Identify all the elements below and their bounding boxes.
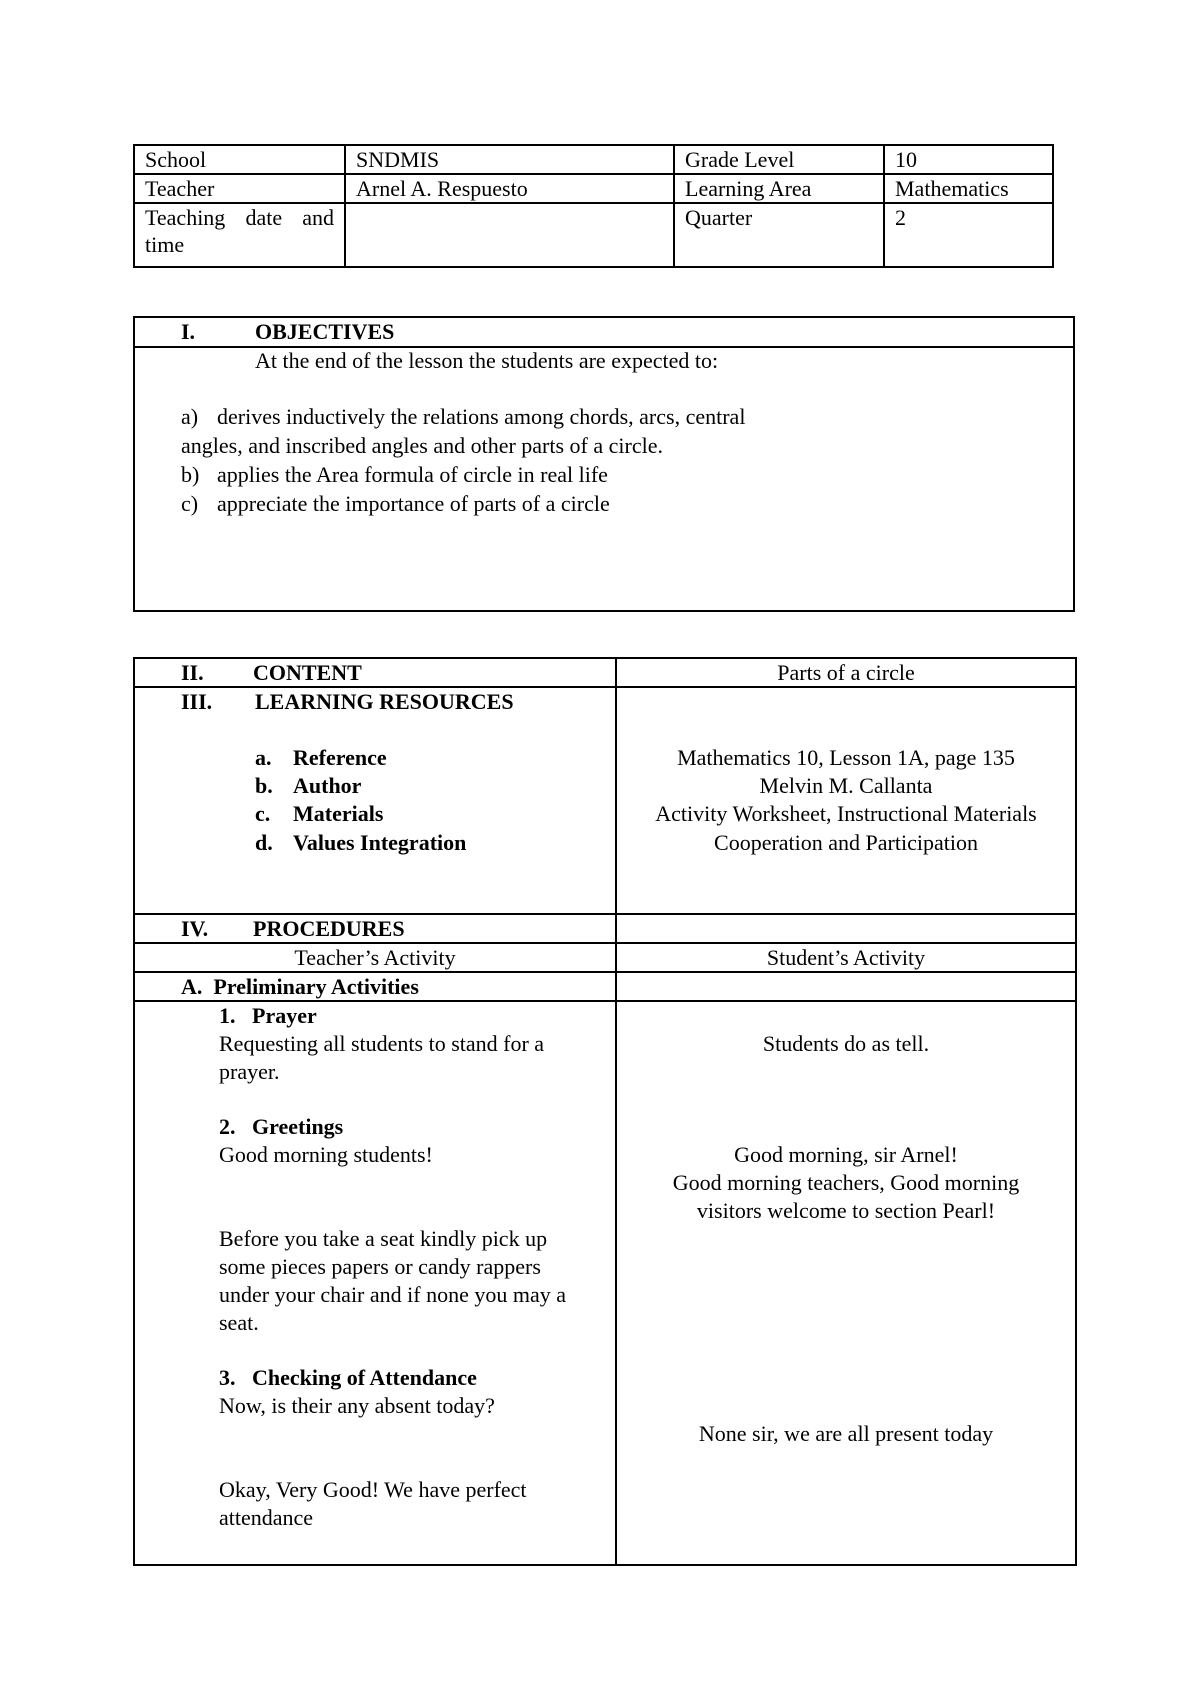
objective-b-marker: b) (181, 462, 200, 487)
quarter-label: Quarter (674, 203, 884, 267)
preliminary-activities-heading (134, 972, 616, 1001)
teacher-activity-cell (134, 1001, 616, 1565)
resource-reference-value: Mathematics 10, Lesson 1A, page 135 (677, 745, 1015, 770)
objective-c-text: appreciate the importance of parts of a circle (217, 491, 610, 516)
procedures-title: PROCEDURES (253, 916, 405, 941)
greetings-title: 2. Greetings (219, 1114, 344, 1139)
objective-b-text: applies the Area formula of circle in real life (217, 462, 608, 487)
objectives-section (133, 316, 1075, 612)
attendance-question: Now, is their any absent today? (219, 1393, 495, 1418)
greetings-student-line3: visitors welcome to section Pearl! (696, 1198, 996, 1223)
attendance-response-line1: Okay, Very Good! We have perfect (219, 1477, 527, 1502)
procedures-heading (134, 914, 616, 943)
preliminary-activities-title: A. Preliminary Activities (181, 974, 419, 999)
resource-author-value: Melvin M. Callanta (759, 773, 933, 798)
resources-values (616, 687, 1076, 914)
resource-author-label: Author (293, 773, 362, 798)
preliminary-activities-blank (616, 972, 1076, 1001)
school-label: School (134, 145, 345, 174)
prayer-title: 1. Prayer (219, 1003, 317, 1028)
prayer-text-line2: prayer. (219, 1059, 280, 1084)
objectives-number: I. (181, 319, 196, 344)
resources-labels (134, 687, 616, 914)
prayer-student-response: Students do as tell. (762, 1031, 930, 1056)
learning-area-label: Learning Area (674, 174, 884, 203)
student-activity-cell (616, 1001, 1076, 1565)
resource-values-marker: d. (255, 830, 273, 855)
teacher-activity-column-header: Teacher’s Activity (134, 943, 616, 972)
content-heading (134, 658, 616, 687)
objectives-intro: At the end of the lesson the students are expected to: (255, 348, 719, 373)
attendance-student-response: None sir, we are all present today (698, 1421, 994, 1446)
seat-instruction-line4: seat. (219, 1310, 259, 1335)
prayer-text-line1: Requesting all students to stand for a (219, 1031, 545, 1056)
content-number: II. (181, 660, 204, 685)
teacher-value: Arnel A. Respuesto (345, 174, 674, 203)
resource-materials-marker: c. (255, 801, 271, 826)
lesson-info-table (133, 144, 1054, 268)
seat-instruction-line3: under your chair and if none you may a (219, 1282, 566, 1307)
teaching-date-value (345, 203, 674, 267)
attendance-title: 3. Checking of Attendance (219, 1365, 477, 1390)
grade-level-value: 10 (884, 145, 1053, 174)
resource-materials-label: Materials (293, 801, 384, 826)
objective-a-line2: angles, and inscribed angles and other parts of a circle. (181, 433, 663, 458)
resource-reference-label: Reference (293, 745, 387, 770)
objectives-heading (135, 318, 1073, 348)
procedures-table (133, 657, 1077, 1566)
resource-values-value: Cooperation and Participation (714, 830, 978, 855)
resource-materials-value: Activity Worksheet, Instructional Materials (655, 801, 1037, 826)
greetings-student-line2: Good morning teachers, Good morning (672, 1170, 1020, 1195)
greetings-student-line1: Good morning, sir Arnel! (734, 1142, 958, 1167)
resource-reference-marker: a. (255, 745, 272, 770)
grade-level-label: Grade Level (674, 145, 884, 174)
resources-title: LEARNING RESOURCES (255, 689, 514, 714)
objectives-title: OBJECTIVES (255, 319, 395, 344)
content-title: CONTENT (253, 660, 362, 685)
procedures-heading-blank (616, 914, 1076, 943)
greetings-text: Good morning students! (219, 1142, 433, 1167)
content-value: Parts of a circle (616, 658, 1076, 687)
seat-instruction-line1: Before you take a seat kindly pick up (219, 1226, 548, 1251)
procedures-number: IV. (181, 916, 209, 941)
quarter-value: 2 (884, 203, 1053, 267)
learning-area-value: Mathematics (884, 174, 1053, 203)
teaching-date-label: Teaching date and time (134, 203, 345, 267)
resource-author-marker: b. (255, 773, 273, 798)
objective-a-marker: a) (181, 404, 199, 429)
student-activity-column-header: Student’s Activity (616, 943, 1076, 972)
attendance-response-line2: attendance (219, 1505, 314, 1530)
school-value: SNDMIS (345, 145, 674, 174)
teacher-label: Teacher (134, 174, 345, 203)
resource-values-label: Values Integration (293, 830, 467, 855)
resources-number: III. (181, 689, 213, 714)
objective-c-marker: c) (181, 491, 199, 516)
seat-instruction-line2: some pieces papers or candy rappers (219, 1254, 541, 1279)
objective-a-line1: derives inductively the relations among chords, arcs, central (217, 404, 746, 429)
